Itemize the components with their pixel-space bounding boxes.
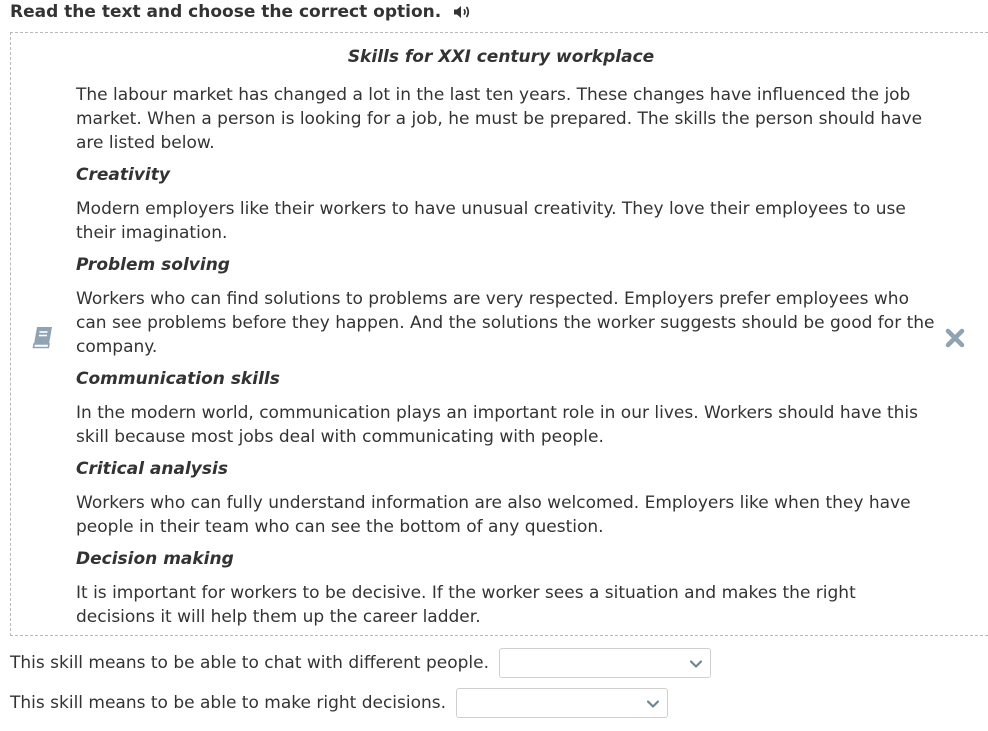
question-text: This skill means to be able to chat with different people.: [10, 653, 489, 673]
section-text-problem-solving: Workers who can find solutions to problems are very respected. Employers prefer employees who can see problems before they happen. And the solutions the worker suggests should be good for the company.: [76, 289, 935, 357]
question-text: This skill means to be able to make right decisions.: [10, 693, 447, 713]
chevron-down-icon: [689, 657, 703, 671]
section-heading-communication: Communication skills: [76, 369, 280, 389]
question-row: [10, 647, 711, 679]
chevron-down-icon: [646, 697, 660, 711]
section-text-critical-analysis: Workers who can fully understand information are also welcomed. Employers like when they have people in their team who can see the bottom of any question.: [76, 493, 911, 537]
section-heading-critical-analysis: Critical analysis: [76, 459, 228, 479]
section-text-creativity: Modern employers like their workers to have unusual creativity. They love their employees to use their imagination.: [76, 199, 906, 243]
text-title: Skills for XXI century workplace: [347, 47, 655, 67]
speaker-icon[interactable]: [453, 5, 471, 19]
reading-text-panel: [10, 32, 988, 636]
answer-select[interactable]: [456, 688, 668, 718]
instruction-text: Read the text and choose the correct option.: [10, 2, 442, 22]
question-row: [10, 687, 668, 719]
intro-paragraph: The labour market has changed a lot in the last ten years. These changes have influenced the job market. When a person is looking for a job, he must be prepared. The skills the person should have are listed below.: [76, 85, 923, 153]
section-heading-creativity: Creativity: [76, 165, 170, 185]
section-heading-problem-solving: Problem solving: [76, 255, 230, 275]
close-icon[interactable]: [944, 327, 966, 349]
section-text-decision-making: It is important for workers to be decisive. If the worker sees a situation and makes the right decisions it will help them up the career ladder.: [76, 583, 856, 627]
instruction-bar: [10, 1, 471, 23]
section-text-communication: In the modern world, communication plays an important role in our lives. Workers should have this skill because most jobs deal with communicating with people.: [76, 403, 919, 447]
book-icon[interactable]: [30, 324, 56, 350]
answer-select[interactable]: [499, 648, 711, 678]
section-heading-decision-making: Decision making: [76, 549, 234, 569]
